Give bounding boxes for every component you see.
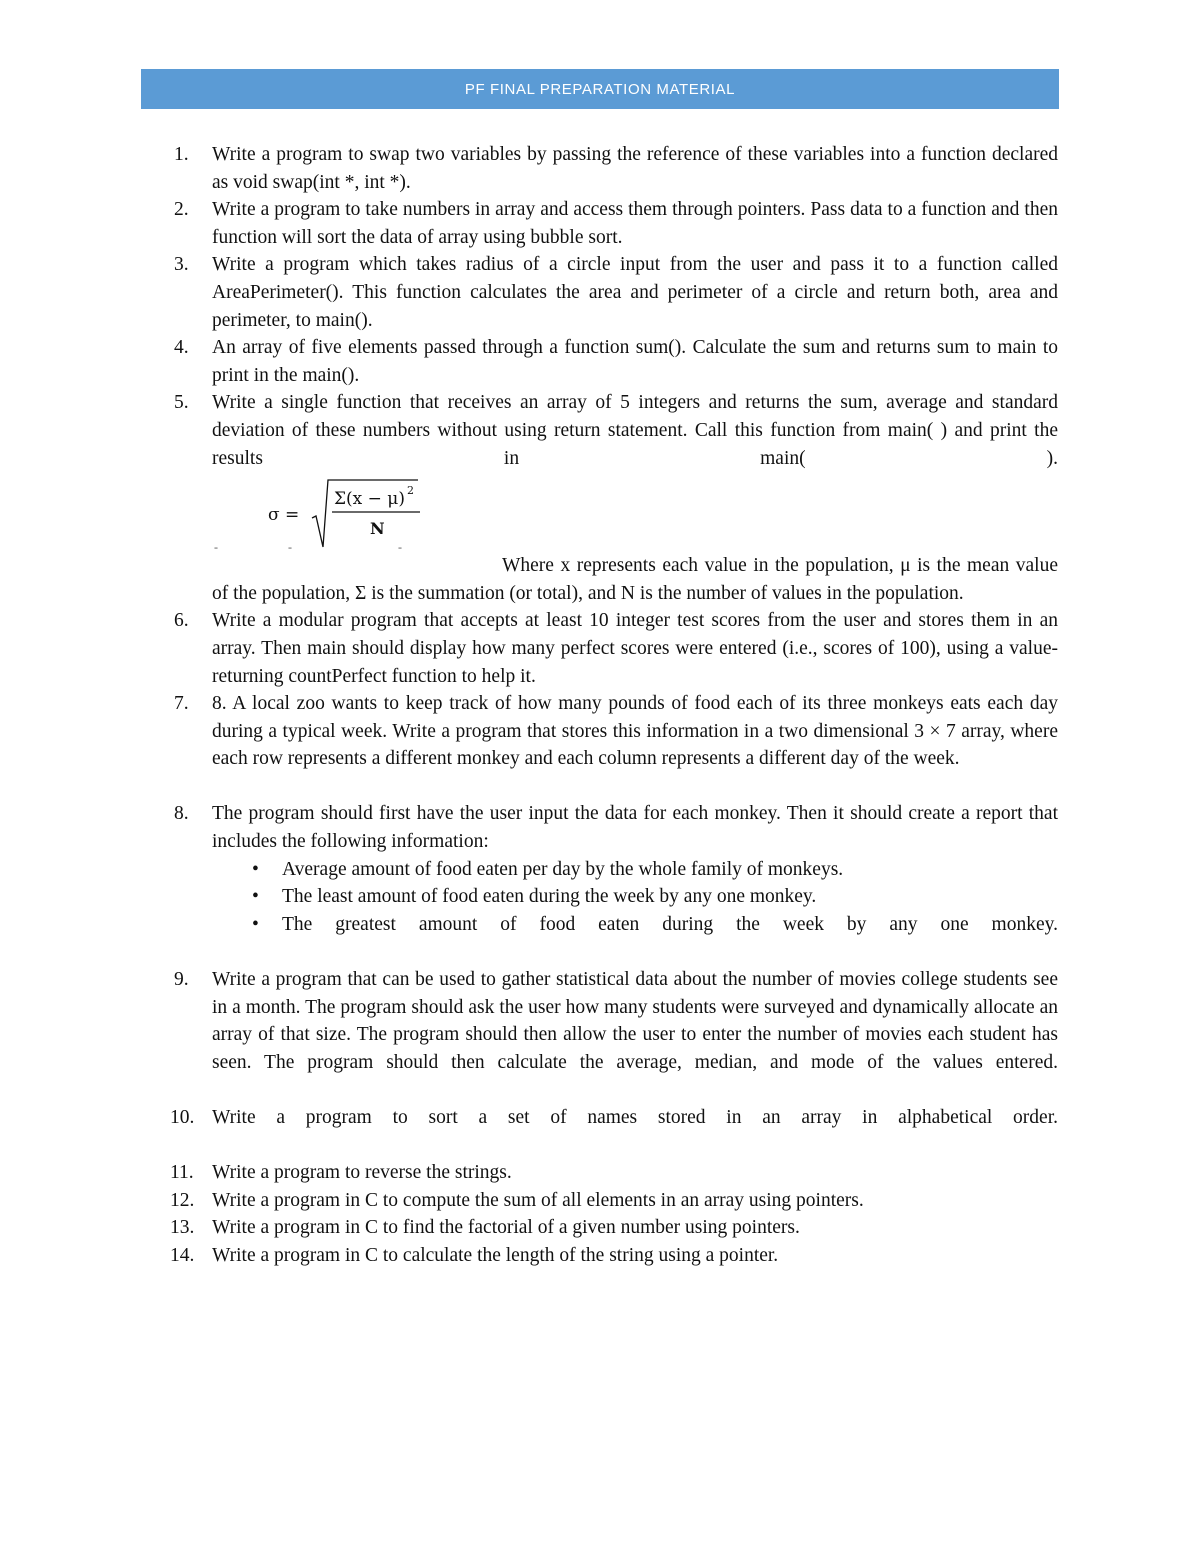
list-item: • Average amount of food eaten per day by the whole family of monkeys. [212, 856, 1058, 884]
question-list [0, 141, 1200, 1270]
question-number: 8. [174, 803, 189, 825]
formula-explanation-text: Where x represents each value in the population, μ is the mean value of the population, Σ is the summation (or total), and N is the number of values in the population. [212, 555, 1058, 604]
question-10 [170, 1104, 1058, 1132]
formula-explanation [212, 552, 1058, 607]
stray-mark: - [288, 540, 292, 555]
question-4 [174, 334, 1058, 389]
formula-exponent: 2 [407, 484, 414, 498]
question-12 [170, 1187, 1058, 1215]
question-1 [174, 141, 1058, 196]
question-number: 7. [174, 693, 189, 715]
question-text: Write a program to sort a set of names stored in an array in alphabetical order. [212, 1107, 1058, 1128]
page-header-title: PF FINAL PREPARATION MATERIAL [464, 80, 736, 98]
question-text: Write a program in C to compute the sum of all elements in an array using pointers. [212, 1189, 864, 1211]
question-number: 6. [174, 610, 189, 632]
question-13 [170, 1214, 1058, 1242]
question-text: The program should first have the user input the data for each monkey. Then it should create a report that includes the following information: [212, 803, 1058, 853]
stray-mark: - [398, 540, 402, 555]
question-text: Write a single function that receives an array of 5 integers and returns the sum, average and standard deviation of these numbers without using return statement. Call this function from main( ) and print the results in main( ). [212, 392, 1058, 469]
question-text: An array of five elements passed through a function sum(). Calculate the sum and returns sum to main to print in the main(). [212, 337, 1058, 386]
bullet-icon: • [252, 886, 259, 908]
formula-denominator: N [370, 519, 385, 539]
list-item: • The greatest amount of food eaten during the week by any one monkey. [212, 911, 1058, 939]
question-7 [174, 690, 1058, 773]
question-number: 1. [174, 144, 189, 165]
question-5 [174, 389, 1058, 472]
formula-numerator: Σ(x − μ) [334, 489, 405, 510]
question-text: Write a program in C to calculate the length of the string using a pointer. [212, 1244, 779, 1266]
question-number: 2. [174, 199, 189, 221]
question-text: Write a program to take numbers in array and access them through pointers. Pass data to a function and then function will sort the data of array using bubble sort. [212, 199, 1058, 248]
list-item: • The least amount of food eaten during the week by any one monkey. [212, 883, 1058, 911]
question-9 [174, 966, 1058, 1076]
question-text: Write a program to swap two variables by passing the reference of these variables into a function declared as void swap(int *, int *). [212, 144, 1058, 193]
question-6 [174, 607, 1058, 690]
question-2 [174, 196, 1058, 251]
spacer [0, 1132, 1200, 1160]
report-requirements-list [212, 856, 1058, 939]
question-text: Write a program which takes radius of a circle input from the user and pass it to a function called AreaPerimeter(). This function calculates the area and perimeter of a circle and return both, area and perimeter, to main(). [212, 254, 1058, 331]
question-number: 4. [174, 337, 189, 359]
question-number: 13. [170, 1217, 195, 1239]
question-11 [170, 1159, 1058, 1187]
spacer [0, 938, 1200, 966]
std-deviation-formula-row [212, 472, 1058, 555]
question-text: Write a program that can be used to gather statistical data about the number of movies college students see in a month. The program should ask the user how many students were surveyed and dynamically allocate an array of that size. The program should then allow the user to enter the number of movies each student has seen. The program should then calculate the average, median, and mode of the values entered. [212, 969, 1058, 1073]
formula-lhs: σ = [268, 505, 300, 526]
question-3 [174, 251, 1058, 334]
question-text: Write a program in C to find the factorial of a given number using pointers. [212, 1217, 800, 1239]
question-text: Write a program to reverse the strings. [212, 1162, 512, 1184]
question-8 [174, 800, 1058, 938]
question-number: 5. [174, 392, 189, 414]
spacer [0, 773, 1200, 801]
std-deviation-formula [268, 472, 428, 552]
page-header-banner [141, 69, 1059, 109]
question-number: 14. [170, 1244, 195, 1266]
question-number: 10. [170, 1107, 195, 1128]
question-number: 3. [174, 254, 189, 276]
question-text: 8. A local zoo wants to keep track of how many pounds of food each of its three monkeys eats each day during a typical week. Write a program that stores this information in a two dimensional 3 × 7 array, where each row represents a different monkey and each column represents a different day of the week. [212, 693, 1058, 770]
question-number: 11. [170, 1162, 194, 1184]
bullet-icon: • [252, 913, 259, 935]
question-number: 9. [174, 969, 189, 991]
spacer [0, 1076, 1200, 1104]
question-number: 12. [170, 1189, 195, 1211]
question-14 [170, 1242, 1058, 1270]
stray-mark: - [214, 540, 218, 555]
question-text: Write a modular program that accepts at least 10 integer test scores from the user and stores them in an array. Then main should display how many perfect scores were entered (i.e., scores of 100), using a value-returning countPerfect function to help it. [212, 610, 1058, 687]
bullet-icon: • [252, 858, 259, 880]
